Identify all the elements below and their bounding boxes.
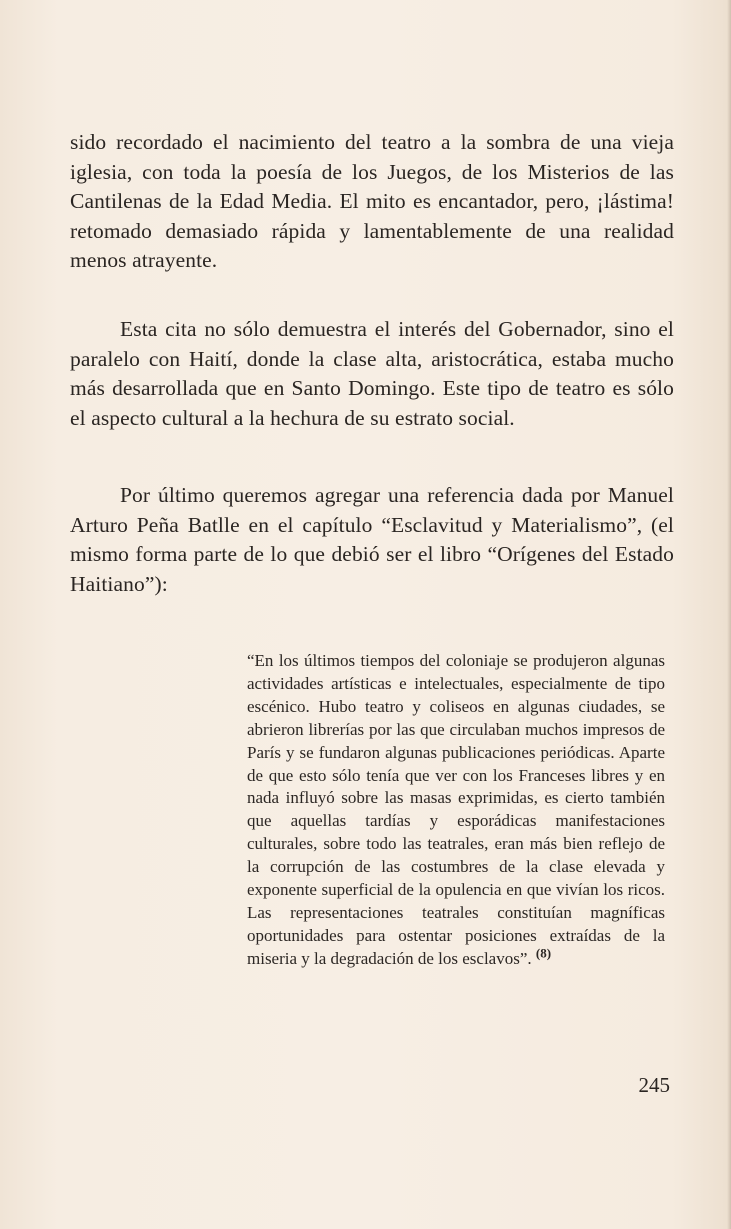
block-quote: [247, 650, 665, 971]
paragraph-referencia-pena-batlle: Por último queremos agregar una referencia dada por Manuel Arturo Peña Batlle en el capítulo “Esclavitud y Materialismo”, (el mismo forma parte de lo que debió ser el libro “Orígenes del Estado Haitiano”):: [70, 483, 674, 596]
page-number: 245: [638, 1073, 670, 1097]
footnote-reference: (8): [535, 945, 552, 961]
paragraph-cita-gobernador: Esta cita no sólo demuestra el interés del Gobernador, sino el paralelo con Haití, donde la clase alta, aristocrática, estaba mucho más desarrollada que en Santo Domingo. Este tipo de teatro es sólo el aspecto cultural a la hechura de su estrato social.: [70, 317, 674, 430]
paragraph-continuation: sido recordado el nacimiento del teatro a la sombra de una vieja iglesia, con toda la poesía de los Juegos, de los Misterios de las Cantilenas de la Edad Media. El mito es encantador, pero, ¡lástima! retomado demasiado rápida y lamentablemente de una realidad menos atrayente.: [70, 130, 674, 272]
block-quote-text: “En los últimos tiempos del coloniaje se produjeron algunas actividades artísticas e intelectuales, especialmente de tipo escénico. Hubo teatro y coliseos en algunas ciudades, se abrieron librerías por las que circulaban muchos impresos de París y se fundaron algunas publicaciones periódicas. Aparte de que esto sólo tenía que ver con los Franceses libres y en nada influyó sobre las masas exprimidas, es cierto también que aquellas tardías y esporádicas manifestaciones culturales, sobre todo las teatrales, eran más bien reflejo de la corrupción de las costumbres de la clase elevada y exponente superficial de la opulencia en que vivían los ricos. Las representaciones teatrales constituían magníficas oportunidades para ostentar posiciones extraídas de la miseria y la degradación de los esclavos”.: [247, 651, 665, 968]
